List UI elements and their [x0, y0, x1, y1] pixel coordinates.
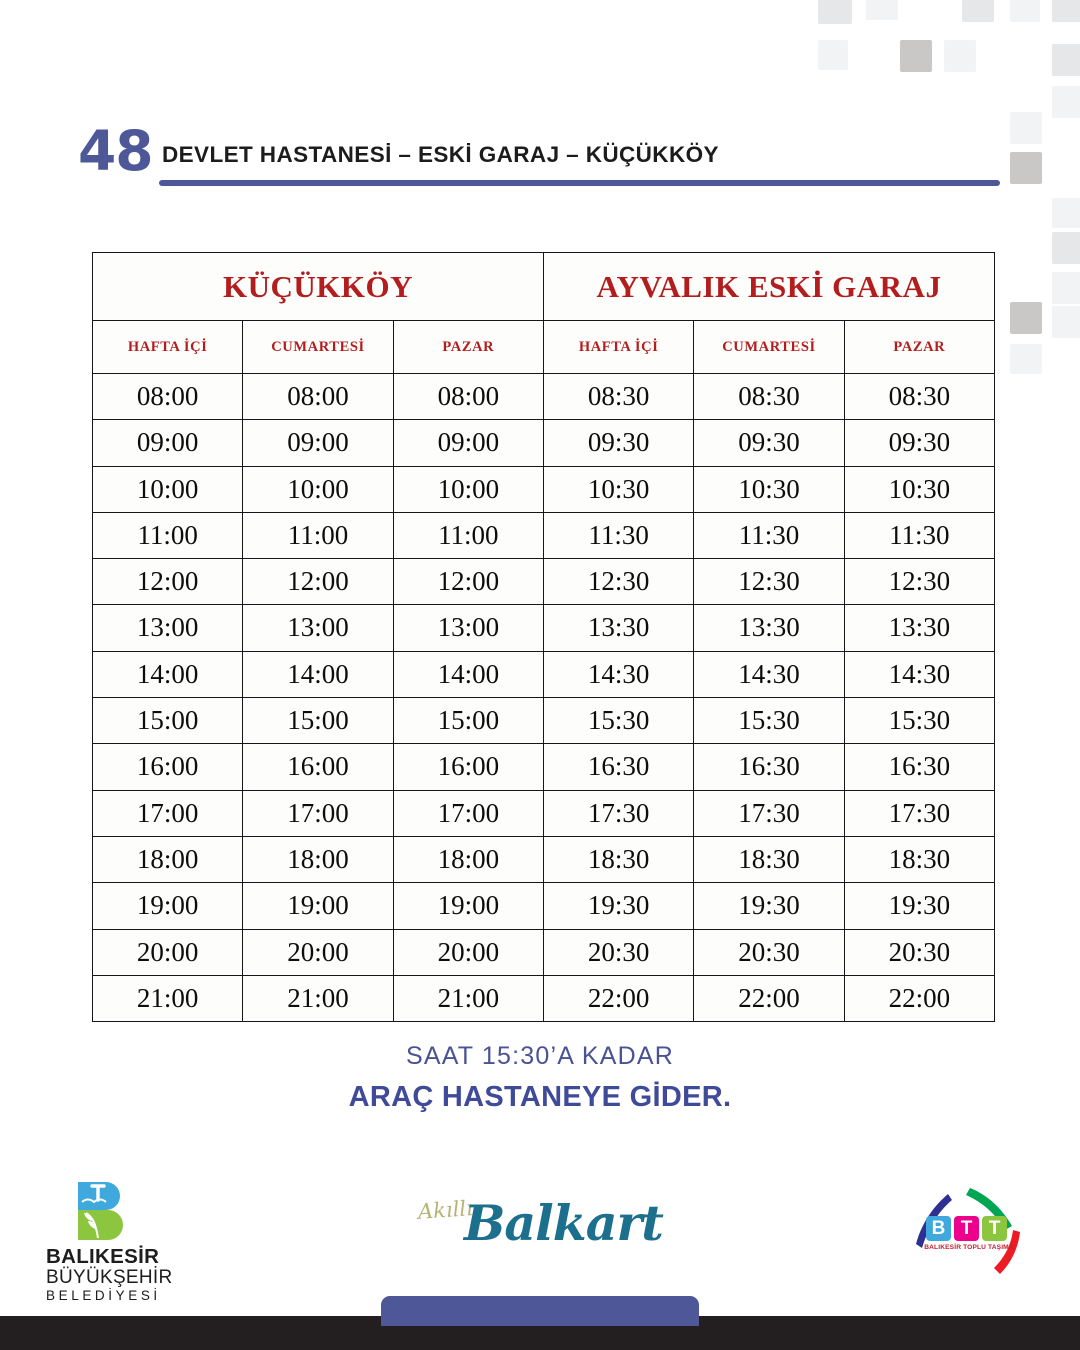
time-cell: 09:30	[844, 420, 994, 466]
time-cell: 18:00	[243, 836, 393, 882]
time-cell: 12:30	[844, 559, 994, 605]
time-cell: 21:00	[393, 975, 543, 1021]
time-cell: 14:00	[243, 651, 393, 697]
time-cell: 09:00	[393, 420, 543, 466]
balkart-prefix: Akıllı	[417, 1196, 474, 1224]
time-cell: 09:30	[694, 420, 844, 466]
balikesir-b-mark-icon	[72, 1180, 134, 1242]
time-cell: 13:00	[243, 605, 393, 651]
logo-akilli-balkart	[412, 1192, 668, 1262]
time-cell: 13:30	[543, 605, 693, 651]
balikesir-line3: BELEDİYESİ	[46, 1287, 161, 1303]
time-cell: 17:30	[844, 790, 994, 836]
time-cell: 14:30	[694, 651, 844, 697]
time-cell: 13:00	[93, 605, 243, 651]
time-cell: 11:00	[243, 512, 393, 558]
time-cell: 16:00	[393, 744, 543, 790]
time-cell: 11:30	[844, 512, 994, 558]
time-cell: 11:30	[543, 512, 693, 558]
time-cell: 17:30	[543, 790, 693, 836]
table-row	[93, 883, 995, 929]
time-cell: 18:30	[543, 836, 693, 882]
route-number: 48	[78, 119, 153, 183]
time-cell: 12:00	[93, 559, 243, 605]
time-cell: 20:00	[93, 929, 243, 975]
table-row	[93, 836, 995, 882]
time-cell: 22:00	[844, 975, 994, 1021]
day-header-1: CUMARTESİ	[243, 321, 393, 374]
balkart-wordmark: Balkart	[464, 1194, 663, 1252]
time-cell: 10:00	[393, 466, 543, 512]
logo-balikesir-buyuksehir-belediyesi	[46, 1180, 236, 1303]
time-cell: 20:30	[694, 929, 844, 975]
table-row	[93, 790, 995, 836]
table-row	[93, 929, 995, 975]
time-cell: 17:30	[694, 790, 844, 836]
time-cell: 10:00	[243, 466, 393, 512]
table-row	[93, 744, 995, 790]
time-cell: 22:00	[694, 975, 844, 1021]
time-cell: 14:30	[543, 651, 693, 697]
btt-caption: BALIKESİR TOPLU TAŞIMA	[924, 1244, 1014, 1251]
time-cell: 13:30	[844, 605, 994, 651]
day-header-0: HAFTA İÇİ	[93, 321, 243, 374]
table-row	[93, 698, 995, 744]
time-cell: 08:00	[393, 374, 543, 420]
logo-btt-balikesir-toplu-tasima	[908, 1182, 1030, 1278]
time-cell: 09:00	[93, 420, 243, 466]
time-cell: 20:00	[243, 929, 393, 975]
btt-letter-t1: T	[954, 1216, 979, 1241]
time-cell: 12:30	[694, 559, 844, 605]
time-cell: 15:30	[694, 698, 844, 744]
timetable-head	[93, 253, 995, 374]
time-cell: 21:00	[93, 975, 243, 1021]
time-cell: 11:00	[93, 512, 243, 558]
time-cell: 15:00	[93, 698, 243, 744]
time-cell: 16:00	[93, 744, 243, 790]
service-note-line1: SAAT 15:30’A KADAR	[405, 1042, 675, 1070]
time-cell: 19:00	[243, 883, 393, 929]
time-cell: 09:30	[543, 420, 693, 466]
time-cell: 20:00	[393, 929, 543, 975]
day-header-4: CUMARTESİ	[694, 321, 844, 374]
time-cell: 14:00	[93, 651, 243, 697]
time-cell: 14:30	[844, 651, 994, 697]
time-cell: 16:30	[694, 744, 844, 790]
time-cell: 10:30	[844, 466, 994, 512]
balikesir-wordmark	[46, 1246, 236, 1303]
time-cell: 19:30	[694, 883, 844, 929]
day-header-row	[93, 321, 995, 374]
time-cell: 15:00	[393, 698, 543, 744]
time-cell: 09:00	[243, 420, 393, 466]
table-row	[93, 651, 995, 697]
route-name: DEVLET HASTANESİ – ESKİ GARAJ – KÜÇÜKKÖY	[162, 142, 719, 167]
time-cell: 10:30	[543, 466, 693, 512]
balikesir-line1: BALIKESİR	[46, 1245, 160, 1268]
time-cell: 22:00	[543, 975, 693, 1021]
time-cell: 20:30	[543, 929, 693, 975]
table-row	[93, 466, 995, 512]
time-cell: 16:30	[543, 744, 693, 790]
time-cell: 17:00	[93, 790, 243, 836]
table-row	[93, 605, 995, 651]
day-header-5: PAZAR	[844, 321, 994, 374]
day-header-3: HAFTA İÇİ	[543, 321, 693, 374]
time-cell: 12:00	[243, 559, 393, 605]
table-row	[93, 374, 995, 420]
table-row	[93, 559, 995, 605]
day-header-2: PAZAR	[393, 321, 543, 374]
time-cell: 19:00	[93, 883, 243, 929]
time-cell: 08:30	[844, 374, 994, 420]
time-cell: 15:30	[844, 698, 994, 744]
direction-header-ayvalik-eski-garaj: AYVALIK ESKİ GARAJ	[543, 253, 994, 321]
table-row	[93, 975, 995, 1021]
header-accent-rule	[159, 180, 1000, 186]
time-cell: 15:00	[243, 698, 393, 744]
time-cell: 19:00	[393, 883, 543, 929]
time-cell: 10:00	[93, 466, 243, 512]
time-cell: 12:00	[393, 559, 543, 605]
time-cell: 16:30	[844, 744, 994, 790]
service-note-line2: ARAÇ HASTANEYE GİDER.	[348, 1081, 732, 1113]
time-cell: 14:00	[393, 651, 543, 697]
time-cell: 18:30	[844, 836, 994, 882]
time-cell: 08:30	[543, 374, 693, 420]
btt-letter-squares	[926, 1216, 1007, 1241]
time-cell: 12:30	[543, 559, 693, 605]
time-cell: 20:30	[844, 929, 994, 975]
service-note	[0, 1042, 1080, 1114]
time-cell: 13:00	[393, 605, 543, 651]
balikesir-line2: BÜYÜKŞEHİR	[46, 1267, 173, 1289]
time-cell: 10:30	[694, 466, 844, 512]
time-cell: 19:30	[543, 883, 693, 929]
time-cell: 08:30	[694, 374, 844, 420]
time-cell: 21:00	[243, 975, 393, 1021]
time-cell: 13:30	[694, 605, 844, 651]
time-cell: 11:30	[694, 512, 844, 558]
time-cell: 08:00	[243, 374, 393, 420]
time-cell: 17:00	[393, 790, 543, 836]
btt-letter-t2: T	[982, 1216, 1007, 1241]
time-cell: 18:00	[393, 836, 543, 882]
route-header	[78, 119, 1000, 198]
time-cell: 08:00	[93, 374, 243, 420]
table-row	[93, 512, 995, 558]
footer-logos	[0, 1178, 1080, 1303]
btt-letter-b: B	[926, 1216, 951, 1241]
table-row	[93, 420, 995, 466]
time-cell: 18:00	[93, 836, 243, 882]
time-cell: 11:00	[393, 512, 543, 558]
timetable	[92, 252, 995, 1022]
timetable-body	[93, 374, 995, 1022]
time-cell: 17:00	[243, 790, 393, 836]
time-cell: 18:30	[694, 836, 844, 882]
time-cell: 15:30	[543, 698, 693, 744]
direction-header-row	[93, 253, 995, 321]
direction-header-kucukkoy: KÜÇÜKKÖY	[93, 253, 544, 321]
time-cell: 19:30	[844, 883, 994, 929]
time-cell: 16:00	[243, 744, 393, 790]
bottom-accent-bar	[381, 1296, 699, 1326]
